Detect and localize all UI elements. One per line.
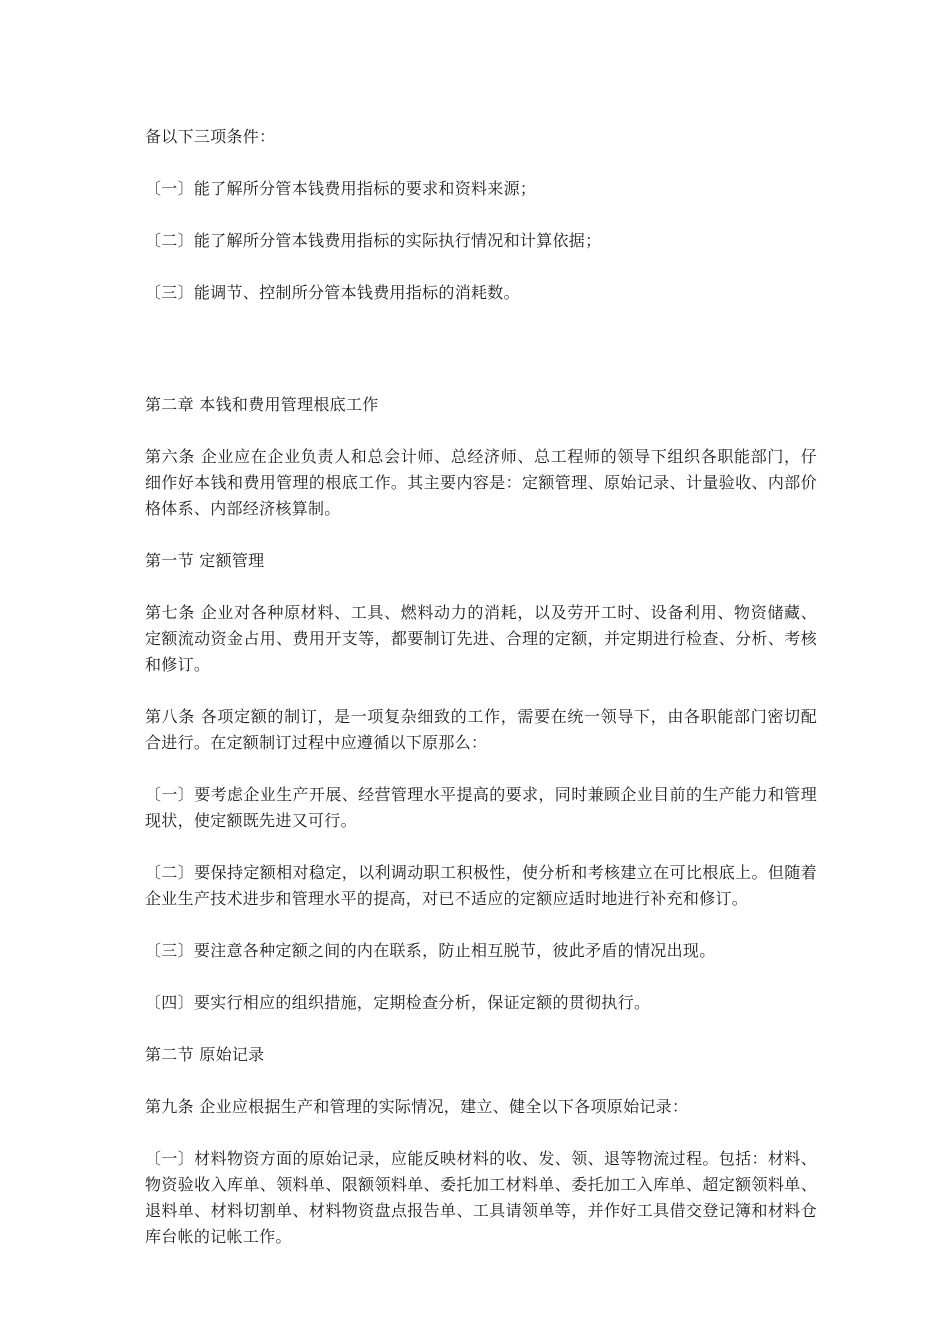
article-8-item-2: 〔二〕要保持定额相对稳定，以利调动职工积极性，使分析和考核建立在可比根底上。但随着企业生产技术进步和管理水平的提高，对已不适应的定额应适时地进行补充和修订。 — [145, 863, 817, 908]
article-6: 第六条 企业应在企业负责人和总会计师、总经济师、总工程师的领导下组织各职能部门，仔细作好本钱和费用管理的根底工作。其主要内容是：定额管理、原始记录、计量验收、内部价格体系、内部经济核算制。 — [145, 447, 817, 518]
article-9: 第九条 企业应根据生产和管理的实际情况，建立、健全以下各项原始记录： — [145, 1097, 689, 1116]
paragraph-conditions-intro: 备以下三项条件： — [145, 127, 276, 146]
article-9-item-1: 〔一〕材料物资方面的原始记录，应能反映材料的收、发、领、退等物流过程。包括：材料、物资验收入库单、领料单、限额领料单、委托加工材料单、委托加工入库单、超定额领料单、退料单、材料切割单、材料物资盘点报告单、工具请领单等，并作好工具借交登记簿和材料仓库台帐的记帐工作。 — [145, 1149, 817, 1246]
article-8: 第八条 各项定额的制订，是一项复杂细致的工作，需要在统一领导下，由各职能部门密切配合进行。在定额制订过程中应遵循以下原那么： — [145, 707, 817, 752]
article-8-item-3: 〔三〕要注意各种定额之间的内在联系，防止相互脱节，彼此矛盾的情况出现。 — [145, 941, 716, 960]
section-heading-quota: 第一节 定额管理 — [145, 551, 265, 570]
article-8-item-1: 〔一〕要考虑企业生产开展、经营管理水平提高的要求，同时兼顾企业目前的生产能力和管理现状，使定额既先进又可行。 — [145, 785, 817, 830]
chapter-heading: 第二章 本钱和费用管理根底工作 — [145, 395, 379, 414]
section-heading-records: 第二节 原始记录 — [145, 1045, 265, 1064]
section-gap — [145, 332, 817, 392]
article-7: 第七条 企业对各种原材料、工具、燃料动力的消耗，以及劳开工时、设备利用、物资储藏、定额流动资金占用、费用开支等，都要制订先进、合理的定额，并定期进行检查、分析、考核和修订。 — [145, 603, 817, 674]
article-8-item-4: 〔四〕要实行相应的组织措施，定期检查分析，保证定额的贯彻执行。 — [145, 993, 651, 1012]
document-page — [145, 124, 817, 1276]
paragraph-condition-3: 〔三〕能调节、控制所分管本钱费用指标的消耗数。 — [145, 283, 520, 302]
paragraph-condition-1: 〔一〕能了解所分管本钱费用指标的要求和资料来源； — [145, 179, 537, 198]
paragraph-condition-2: 〔二〕能了解所分管本钱费用指标的实际执行情况和计算依据； — [145, 231, 602, 250]
